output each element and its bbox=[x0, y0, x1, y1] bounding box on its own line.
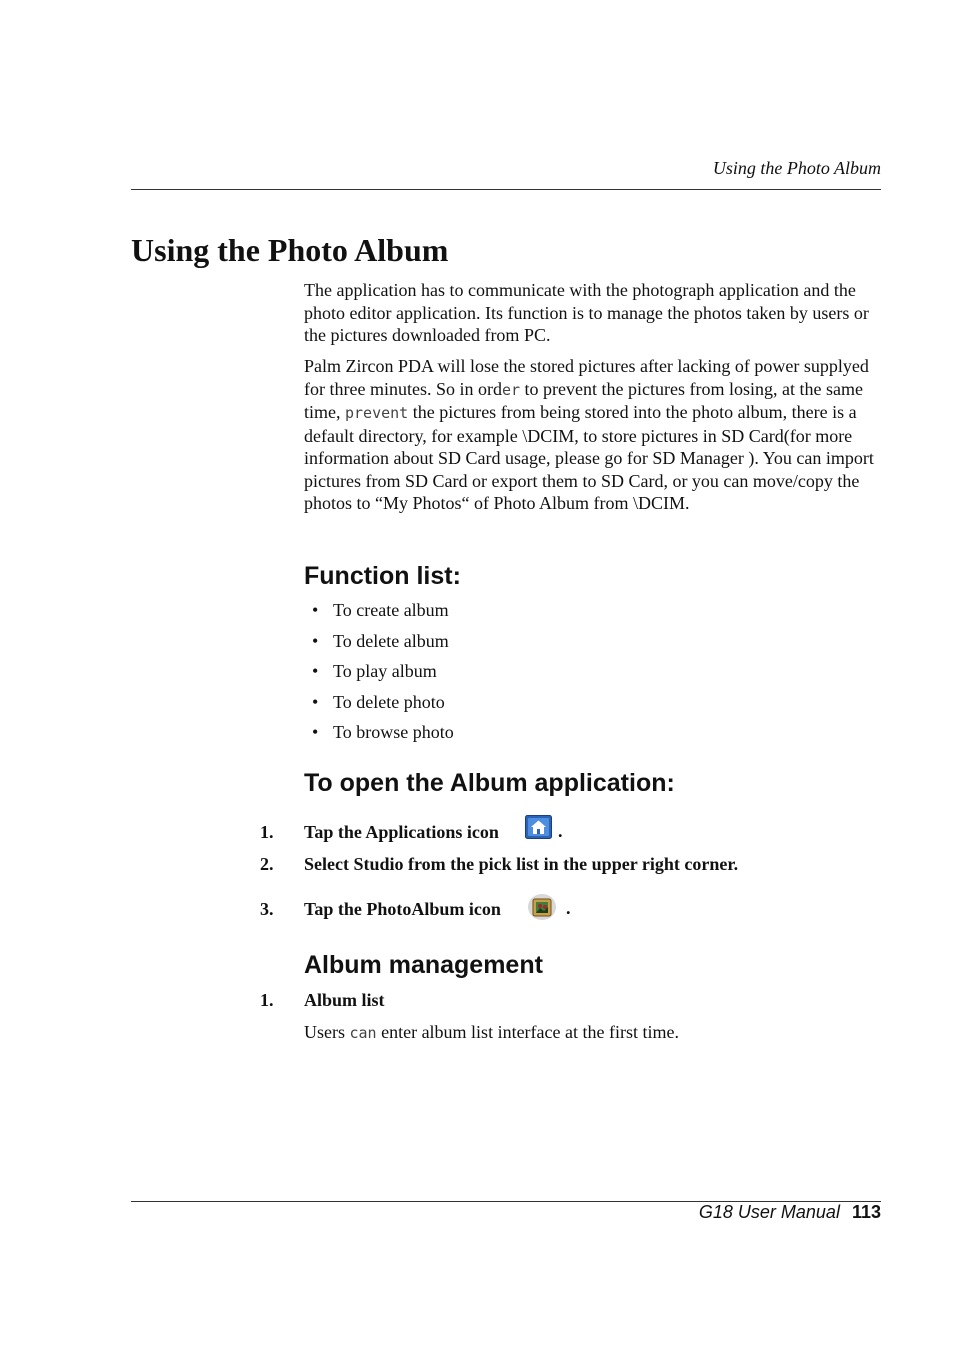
open-album-heading: To open the Album application: bbox=[304, 769, 675, 797]
storage-text-mono-2: prevent bbox=[345, 404, 409, 422]
album-text-mono: can bbox=[349, 1024, 377, 1042]
list-item-text: To browse photo bbox=[333, 722, 454, 742]
bullet: • bbox=[312, 630, 319, 651]
header-rule bbox=[131, 189, 881, 190]
album-list-paragraph bbox=[304, 1021, 884, 1045]
storage-text-mono-1: er bbox=[501, 380, 521, 399]
step-number: 2. bbox=[260, 854, 274, 874]
step-text: Select Studio from the pick list in the upper right corner. bbox=[304, 854, 739, 874]
list-item-text: To create album bbox=[333, 600, 449, 620]
storage-text-3: the pictures from being stored into the photo album, there is a default directory, for example \DCIM, to store pictures in SD Card(for more information about SD Card usage, please go for SD Manager ). You can import pictures from SD Card or export them to SD Card, or you can move/copy the photos to “My Photos“ of Photo Album from \DCIM. bbox=[304, 402, 874, 513]
list-item bbox=[304, 660, 454, 691]
running-head: Using the Photo Album bbox=[712, 158, 881, 178]
step-1-period: . bbox=[558, 821, 563, 841]
list-item bbox=[304, 599, 454, 630]
list-item-text: To play album bbox=[333, 661, 437, 681]
step-text: Tap the PhotoAlbum icon bbox=[304, 899, 501, 919]
bullet: • bbox=[312, 661, 319, 681]
storage-paragraph bbox=[304, 355, 884, 515]
list-item bbox=[304, 691, 454, 722]
function-list bbox=[304, 599, 454, 752]
list-item bbox=[304, 721, 454, 752]
applications-home-icon bbox=[525, 815, 552, 839]
intro-paragraph: The application has to communicate with the photograph application and the photo editor application. Its function is to manage the photos taken by users or the pictures downloaded from PC. bbox=[304, 280, 869, 345]
step-number: 1. bbox=[260, 990, 274, 1010]
bullet: • bbox=[312, 600, 319, 620]
step-number: 3. bbox=[260, 899, 274, 919]
step-3-period: . bbox=[566, 898, 571, 918]
storage-text-2: to prevent the pictures from losing, at the same time, bbox=[304, 378, 863, 422]
list-item bbox=[304, 630, 454, 661]
page-title: Using the Photo Album bbox=[131, 232, 449, 268]
step-number: 1. bbox=[260, 822, 274, 842]
step-text: Tap the Applications icon bbox=[304, 822, 499, 842]
footer bbox=[699, 1202, 881, 1223]
album-text-1: Users bbox=[304, 1022, 350, 1042]
bullet: • bbox=[312, 722, 319, 742]
storage-text-1: Palm Zircon PDA will lose the stored pictures after lacking of power supplyed for three minutes. So in ord bbox=[304, 356, 869, 399]
album-text-2: enter album list interface at the first time. bbox=[376, 1022, 679, 1042]
album-management-heading: Album management bbox=[304, 951, 543, 979]
function-list-heading: Function list: bbox=[304, 562, 461, 590]
photo-album-icon bbox=[527, 893, 557, 921]
footer-manual-title: G18 User Manual bbox=[698, 1202, 840, 1222]
list-item-text: To delete album bbox=[333, 630, 449, 651]
page-number: 113 bbox=[851, 1202, 881, 1222]
step-text: Album list bbox=[304, 990, 385, 1010]
bullet: • bbox=[312, 691, 319, 712]
list-item-text: To delete photo bbox=[333, 691, 445, 712]
